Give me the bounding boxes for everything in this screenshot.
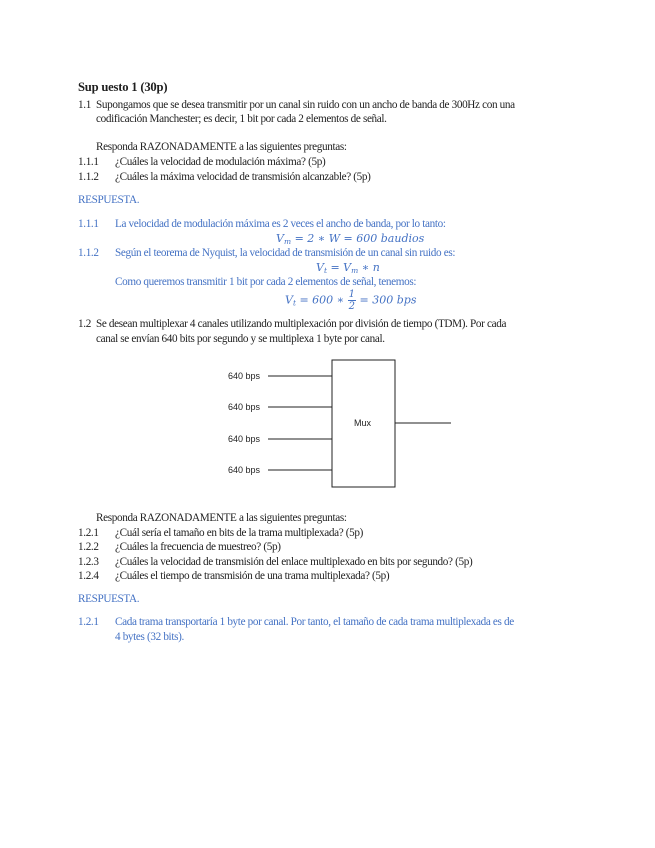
question-text-line: Se desean multiplexar 4 canales utilizando multiplexación por división de tiempo (TDM). Por cada [96,318,507,330]
answer-number: 1.1.2 [78,247,99,259]
instructions-prompt: Responda RAZONADAMENTE a las siguientes preguntas: [96,512,347,524]
subquestion-text: ¿Cuáles la máxima velocidad de transmisión alcanzable? (5p) [115,171,371,183]
answer-text: Cada trama transportaría 1 byte por canal. Por tanto, el tamaño de cada trama multiplexada es de [115,616,514,628]
section-title: Sup uesto 1 (30p) [78,80,168,94]
subquestion-text: ¿Cuál sería el tamaño en bits de la trama multiplexada? (5p) [115,527,364,539]
mux-diagram [220,355,460,495]
subquestion-text: ¿Cuáles la frecuencia de muestreo? (5p) [115,541,281,553]
input-label-3: 640 bps [228,434,261,444]
input-label-1: 640 bps [228,371,261,381]
answer-number: 1.1.1 [78,218,99,230]
question-number: 1.2 [78,318,91,330]
answer-text: Como queremos transmitir 1 bit por cada 2 elementos de señal, tenemos: [115,276,417,288]
question-text-line: Supongamos que se desea transmitir por un canal sin ruido con un ancho de banda de 300Hz con una [96,99,515,111]
answer-heading: RESPUESTA. [78,593,140,605]
subquestion-number: 1.1.2 [78,171,99,183]
instructions-prompt: Responda RAZONADAMENTE a las siguientes preguntas: [96,141,347,153]
formula-nyquist: $V_t = V_m$ ∗ n [316,261,380,275]
answer-heading: RESPUESTA. [78,194,140,206]
input-label-4: 640 bps [228,465,261,475]
mux-label: Mux [354,418,372,428]
answer-text: Según el teorema de Nyquist, la velocidad de transmisión de un canal sin ruido es: [115,247,456,259]
subquestion-text: ¿Cuáles la velocidad de modulación máxima? (5p) [115,156,326,168]
question-text-line: canal se envían 640 bits por segundo y se multiplexa 1 byte por canal. [96,333,385,345]
subquestion-number: 1.2.1 [78,527,99,539]
input-label-2: 640 bps [228,402,261,412]
formula-transmission: $V_t = 600$ ∗ $\frac{1}{2}$ = 300 bps [285,289,417,312]
subquestion-text: ¿Cuáles el tiempo de transmisión de una trama multiplexada? (5p) [115,570,390,582]
question-number: 1.1 [78,99,91,111]
subquestion-text: ¿Cuáles la velocidad de transmisión del enlace multiplexado en bits por segundo? (5p) [115,556,473,568]
subquestion-number: 1.2.2 [78,541,99,553]
subquestion-number: 1.2.3 [78,556,99,568]
subquestion-number: 1.2.4 [78,570,99,582]
formula-modulation: $V_m = 2$ ∗ W = 600 baudios [276,232,425,246]
answer-text: La velocidad de modulación máxima es 2 veces el ancho de banda, por lo tanto: [115,218,446,230]
question-text-line: codificación Manchester; es decir, 1 bit por cada 2 elementos de señal. [96,113,387,125]
answer-number: 1.2.1 [78,616,99,628]
subquestion-number: 1.1.1 [78,156,99,168]
answer-text: 4 bytes (32 bits). [115,631,184,643]
